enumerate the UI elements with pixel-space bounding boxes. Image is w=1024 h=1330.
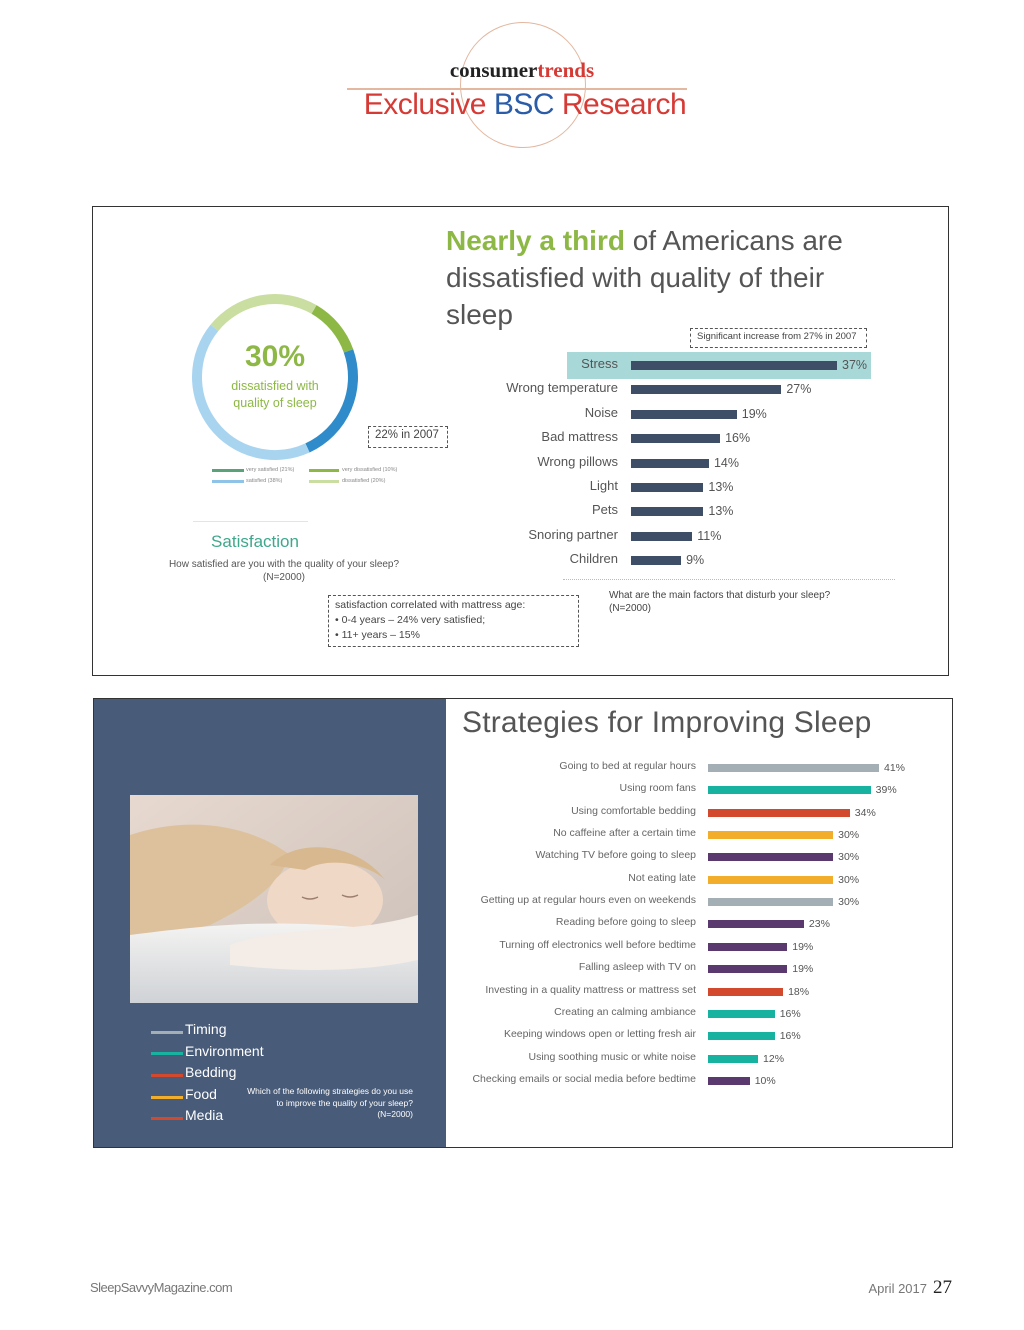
disturb-factor-label: Noise [584, 404, 618, 420]
masthead-circle [460, 22, 586, 148]
disturb-factor-label: Wrong pillows [537, 453, 618, 469]
satisfaction-n: (N=2000) [263, 572, 305, 583]
strategy-label: Reading before going to sleep [555, 916, 696, 929]
strategy-bar [708, 943, 787, 951]
disturb-factor-value: 11% [697, 528, 722, 543]
disturb-factor-bar [631, 361, 837, 370]
footer-date: April 2017 [868, 1281, 927, 1296]
disturb-factor-value: 13% [708, 504, 734, 519]
strategy-value: 30% [838, 873, 860, 886]
strategy-value: 30% [838, 896, 860, 909]
brand-part-consumer: consumer [449, 58, 538, 82]
strategy-bar [708, 1077, 750, 1085]
strategy-bar [708, 809, 850, 817]
category-swatch [151, 1117, 183, 1120]
disturb-factor-value: 27% [786, 382, 812, 397]
category-swatch [151, 1031, 183, 1034]
title-highlight: Nearly a third [446, 225, 625, 256]
footer-page-info [868, 1277, 952, 1299]
strategy-value: 39% [875, 784, 897, 797]
legend-swatch [309, 480, 339, 483]
disturb-question: What are the main factors that disturb your sleep? [609, 590, 831, 601]
satisfaction-question: How satisfied are you with the quality of your sleep? [168, 559, 400, 570]
strategy-bar [708, 1010, 775, 1018]
strategy-bar [708, 1055, 758, 1063]
legend-label: satisfied (38%) [246, 478, 283, 484]
legend-label: very dissatisfied (10%) [342, 467, 398, 473]
title-rest: of Americans are dissatisfied with quality of their sleep [446, 225, 843, 330]
strategy-bar [708, 764, 879, 772]
headline-exclusive: Exclusive [363, 88, 486, 121]
strategy-label: Using soothing music or white noise [528, 1050, 696, 1063]
legend-label: dissatisfied (20%) [342, 478, 386, 484]
strategy-value: 18% [788, 985, 810, 998]
disturb-factor-bar [631, 459, 709, 468]
disturb-factor-value: 13% [708, 480, 734, 494]
strategy-label: Going to bed at regular hours [559, 760, 696, 772]
strategy-value: 19% [792, 940, 814, 953]
strategies-title: Strategies for Improving Sleep [462, 706, 872, 739]
strategy-label: Checking emails or social media before bedtime [472, 1072, 696, 1085]
strategy-value: 41% [884, 762, 906, 774]
disturb-factor-bar [631, 532, 692, 541]
category-food: Food [185, 1086, 217, 1102]
disturb-factor-label: Pets [591, 502, 618, 518]
divider [193, 521, 308, 522]
legend-label: very satisfied (21%) [246, 467, 295, 473]
strategy-bar [708, 786, 871, 794]
strategy-label: Watching TV before going to sleep [535, 849, 696, 862]
satisfaction-title: Satisfaction [211, 532, 299, 551]
category-media: Media [185, 1107, 224, 1123]
strategy-value: 23% [808, 918, 830, 931]
donut-percentage: 30% [244, 340, 306, 373]
disturb-factor-label: Children [569, 551, 618, 567]
legend-swatch [212, 480, 244, 483]
disturb-factor-label: Light [589, 478, 618, 493]
disturb-n: (N=2000) [609, 603, 651, 614]
sleeping-woman-photo [130, 795, 418, 1003]
disturb-factor-label: Snoring partner [528, 526, 618, 542]
strategy-bar [708, 965, 787, 973]
disturb-factor-bar [631, 385, 781, 394]
disturb-factor-bar [631, 434, 720, 443]
strategy-bar [708, 876, 833, 884]
strategy-value: 10% [754, 1074, 776, 1087]
disturb-factor-value: 16% [725, 431, 751, 446]
satisfaction-donut-chart [180, 282, 370, 472]
headline-bsc: BSC [493, 88, 554, 121]
page-number: 27 [933, 1277, 952, 1298]
strategy-value: 19% [792, 963, 814, 976]
strategy-bar [708, 898, 833, 906]
mattress-note-item: • 0-4 years – 24% very satisfied; [335, 614, 486, 626]
brand-logo [347, 58, 697, 83]
strategy-value: 16% [779, 1007, 801, 1020]
category-timing: Timing [185, 1021, 227, 1037]
strategy-label: Using room fans [619, 782, 696, 795]
headline-research: Research [561, 88, 687, 121]
disturb-factor-value: 9% [686, 553, 705, 568]
chart-divider [563, 579, 895, 580]
strategy-label: Getting up at regular hours even on weekends [480, 894, 696, 907]
strategy-value: 30% [838, 829, 860, 842]
strategy-label: Creating an calming ambiance [554, 1005, 696, 1018]
disturb-factor-bar [631, 410, 737, 419]
category-environment: Environment [185, 1043, 264, 1059]
mattress-age-note [328, 595, 579, 647]
page-headline [340, 88, 710, 122]
strategy-bar [708, 920, 804, 928]
mattress-note-title: satisfaction correlated with mattress age: [335, 599, 526, 611]
legend-swatch [309, 469, 339, 472]
disturb-factor-value: 37% [842, 358, 868, 372]
mattress-note-item: • 11+ years – 15% [335, 629, 420, 641]
strategy-bar [708, 853, 833, 861]
mattress-note-text: 11+ years – 15% [341, 629, 420, 641]
strategy-label: No caffeine after a certain time [553, 827, 696, 840]
strategy-label: Investing in a quality mattress or mattress set [485, 983, 696, 996]
note-2007: 22% in 2007 [368, 426, 448, 448]
strategy-label: Falling asleep with TV on [578, 961, 696, 974]
legend-swatch [212, 469, 244, 472]
strategy-bar [708, 831, 833, 839]
strategy-label: Using comfortable bedding [571, 804, 696, 817]
strategies-question: Which of the following strategies do you use to improve the quality of your sleep? (N=2000) [247, 1086, 413, 1119]
category-swatch [151, 1052, 183, 1055]
strategy-value: 12% [763, 1052, 785, 1065]
strategy-value: 16% [779, 1030, 801, 1043]
panel1-title [446, 222, 886, 333]
disturb-factor-value: 14% [713, 455, 739, 470]
donut-slice-dissatisfied [214, 299, 314, 328]
strategy-bar [708, 1032, 775, 1040]
strategy-label: Turning off electronics well before bedtime [499, 938, 696, 951]
strategy-value: 30% [838, 851, 860, 864]
strategy-value: 34% [854, 806, 876, 819]
significant-increase-note: Significant increase from 27% in 2007 [690, 328, 867, 348]
category-swatch [151, 1074, 183, 1077]
disturb-factor-label: Wrong temperature [506, 380, 618, 396]
disturb-factor-label: Bad mattress [541, 429, 618, 445]
strategy-label: Keeping windows open or letting fresh air [503, 1028, 696, 1041]
footer-site: SleepSavvyMagazine.com [90, 1280, 233, 1295]
mattress-note-text: 0-4 years – 24% very satisfied; [341, 614, 486, 626]
disturb-factor-bar [631, 556, 681, 565]
brand-part-trends: trends [537, 58, 595, 82]
category-bedding: Bedding [185, 1064, 237, 1080]
disturb-factor-label: Stress [581, 356, 618, 371]
strategy-label: Not eating late [628, 871, 696, 884]
disturb-factor-bar [631, 507, 703, 516]
strategy-bar [708, 988, 783, 996]
category-swatch [151, 1096, 183, 1099]
disturb-factor-bar [631, 483, 703, 492]
donut-caption: dissatisfied with quality of sleep [231, 379, 319, 410]
disturb-factor-value: 19% [741, 406, 767, 421]
